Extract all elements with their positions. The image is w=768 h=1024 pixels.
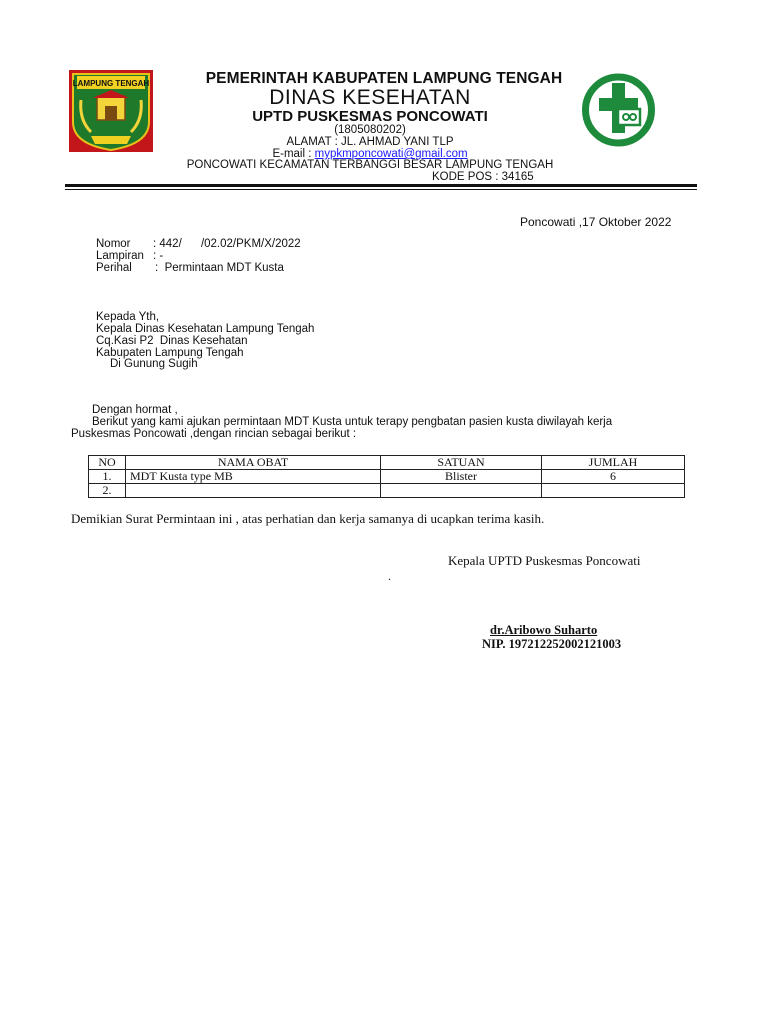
recipient-line-2: Kepala Dinas Kesehatan Lampung Tengah	[96, 323, 315, 335]
address-line: ALAMAT : JL. AHMAD YANI TLP	[286, 136, 454, 148]
letterhead-rule	[65, 184, 697, 187]
cell-satuan: Blister	[381, 470, 542, 484]
signer-name: dr.Aribowo Suharto	[490, 623, 598, 637]
lampiran-value: : -	[153, 250, 164, 262]
body-line-1: Berikut yang kami ajukan permintaan MDT Kusta untuk terapy pengbatan pasien kusta diwilayah kerja	[92, 416, 613, 428]
header-no: NO	[89, 456, 126, 470]
email-label: E-mail :	[272, 148, 312, 160]
unit-code: (1805080202)	[334, 124, 406, 136]
cell-jumlah	[542, 484, 685, 498]
nomor-label: Nomor	[96, 238, 131, 250]
gov-heading: PEMERINTAH KABUPATEN LAMPUNG TENGAH	[205, 70, 563, 87]
medicine-table	[88, 455, 685, 498]
dept-heading: DINAS KESEHATAN	[269, 86, 471, 109]
letterhead-rule-thin	[65, 189, 697, 190]
cell-nama-obat: MDT Kusta type MB	[126, 470, 381, 484]
place-date: Poncowati ,17 Oktober 2022	[520, 215, 672, 229]
header-nama-obat: NAMA OBAT	[126, 456, 381, 470]
cell-satuan	[381, 484, 542, 498]
signer-nip: NIP. 197212252002121003	[482, 637, 622, 651]
email-link[interactable]: mypkmponcowati@gmail.com	[314, 148, 468, 160]
signer-title: Kepala UPTD Puskesmas Poncowati	[448, 553, 641, 568]
cell-jumlah: 6	[542, 470, 685, 484]
unit-heading: UPTD PUSKESMAS PONCOWATI	[252, 108, 488, 125]
greeting: Dengan hormat ,	[92, 404, 178, 416]
recipient-line-1: Kepada Yth,	[96, 311, 160, 323]
recipient-line-5: Di Gunung Sugih	[110, 358, 198, 370]
table-row	[89, 470, 685, 484]
cell-nama-obat	[126, 484, 381, 498]
stray-mark: .	[388, 569, 391, 583]
perihal-value: : Permintaan MDT Kusta	[155, 262, 284, 274]
header-satuan: SATUAN	[381, 456, 542, 470]
table-row	[89, 484, 685, 498]
header-jumlah: JUMLAH	[542, 456, 685, 470]
location-line: PONCOWATI KECAMATAN TERBANGGI BESAR LAMPUNG TENGAH	[186, 159, 554, 171]
nomor-value: : 442/ /02.02/PKM/X/2022	[153, 238, 301, 250]
table-header-row	[89, 456, 685, 470]
cell-no: 2.	[89, 484, 126, 498]
recipient-line-3: Cq.Kasi P2 Dinas Kesehatan	[96, 335, 248, 347]
body-line-2: Puskesmas Poncowati ,dengan rincian sebagai berikut :	[71, 428, 357, 440]
logo-text: LAMPUNG TENGAH	[72, 79, 150, 88]
health-ministry-logo	[580, 71, 657, 149]
cell-no: 1.	[89, 470, 126, 484]
closing-sentence: Demikian Surat Permintaan ini , atas perhatian dan kerja samanya di ucapkan terima kasih.	[71, 511, 545, 526]
recipient-line-4: Kabupaten Lampung Tengah	[96, 347, 244, 359]
lampiran-label: Lampiran	[96, 250, 144, 262]
perihal-label: Perihal	[96, 262, 132, 274]
postcode-line: KODE POS : 34165	[432, 171, 534, 183]
